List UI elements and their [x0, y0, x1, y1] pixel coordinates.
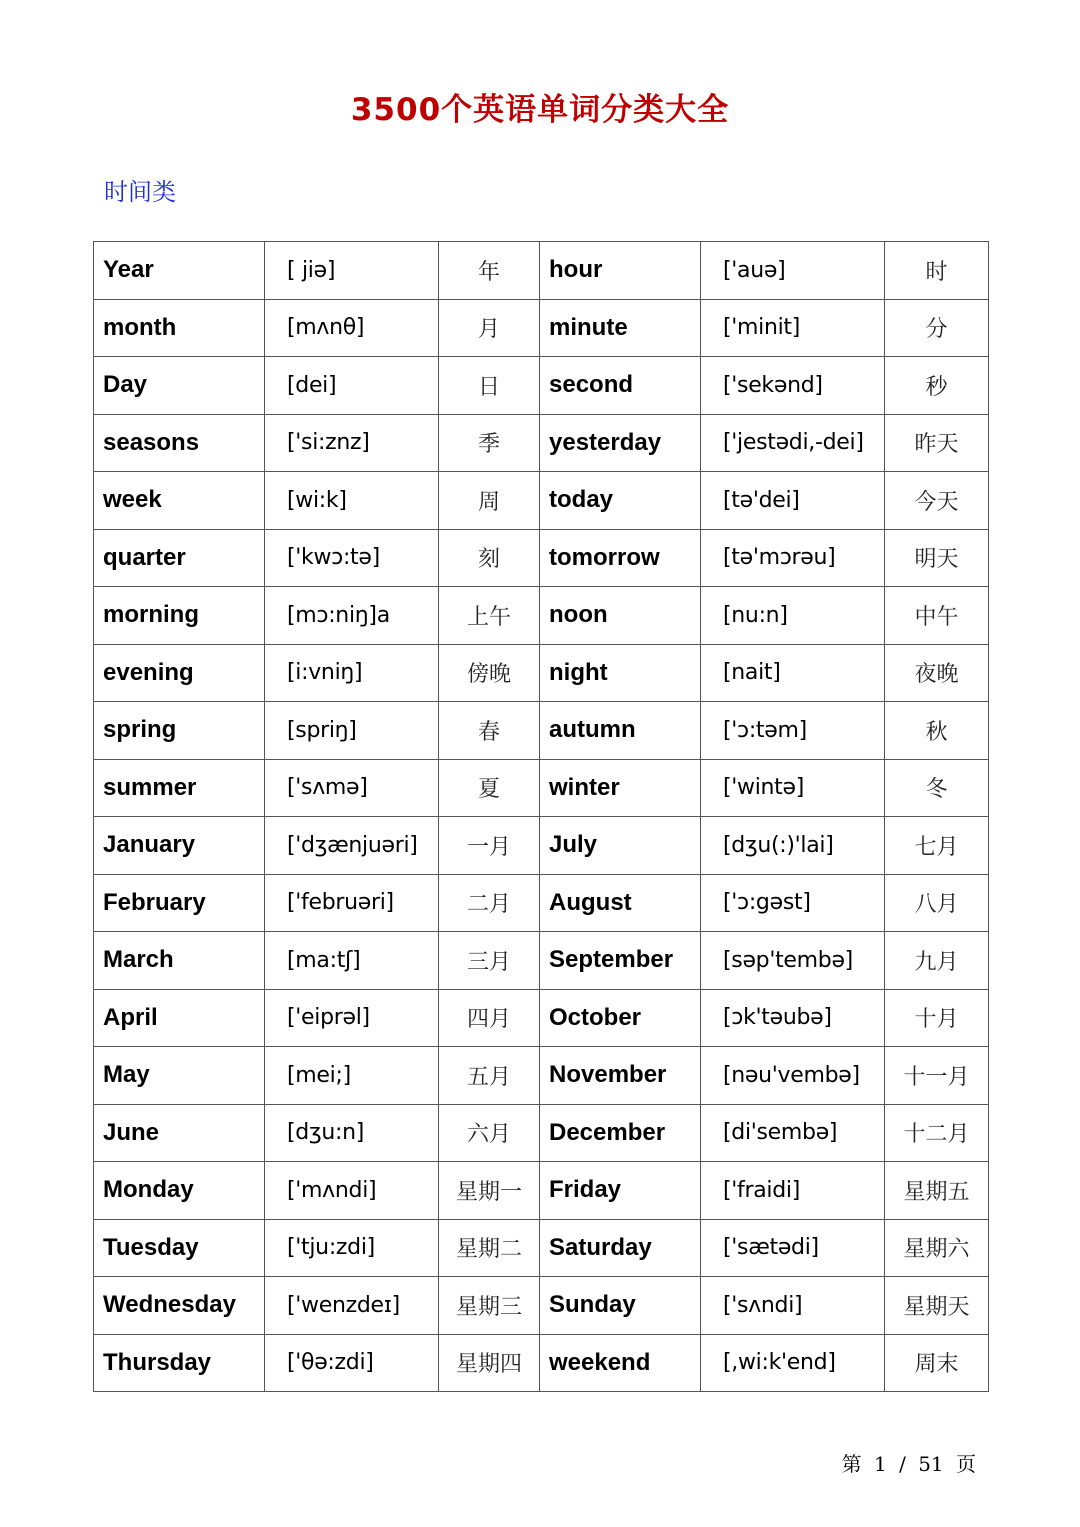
phonetic: [dei] [265, 357, 439, 415]
english-word: March [94, 932, 265, 990]
phonetic: ['eiprəl] [265, 989, 439, 1047]
english-word: Year [94, 242, 265, 300]
english-word: second [540, 357, 701, 415]
chinese-meaning: 十月 [885, 989, 989, 1047]
english-word: winter [540, 759, 701, 817]
english-word: Wednesday [94, 1277, 265, 1335]
phonetic: ['θə:zdi] [265, 1334, 439, 1392]
chinese-meaning: 刻 [439, 529, 540, 587]
table-row [94, 1219, 989, 1277]
english-word: quarter [94, 529, 265, 587]
phonetic: [spriŋ] [265, 702, 439, 760]
english-word: June [94, 1104, 265, 1162]
phonetic: ['dʒænjuəri] [265, 817, 439, 875]
table-row [94, 759, 989, 817]
chinese-meaning: 十二月 [885, 1104, 989, 1162]
english-word: Tuesday [94, 1219, 265, 1277]
phonetic: ['sætədi] [701, 1219, 885, 1277]
phonetic: [ma:tʃ] [265, 932, 439, 990]
table-row [94, 1334, 989, 1392]
chinese-meaning: 秋 [885, 702, 989, 760]
chinese-meaning: 分 [885, 299, 989, 357]
phonetic: [ɔk'təubə] [701, 989, 885, 1047]
english-word: morning [94, 587, 265, 645]
chinese-meaning: 四月 [439, 989, 540, 1047]
table-row [94, 242, 989, 300]
phonetic: ['sekənd] [701, 357, 885, 415]
english-word: December [540, 1104, 701, 1162]
chinese-meaning: 星期四 [439, 1334, 540, 1392]
chinese-meaning: 冬 [885, 759, 989, 817]
english-word: Saturday [540, 1219, 701, 1277]
phonetic: ['tju:zdi] [265, 1219, 439, 1277]
table-row [94, 874, 989, 932]
section-heading: 时间类 [104, 178, 176, 206]
table-row [94, 1104, 989, 1162]
table-row [94, 357, 989, 415]
english-word: summer [94, 759, 265, 817]
table-row [94, 932, 989, 990]
phonetic: ['wenzdeɪ] [265, 1277, 439, 1335]
chinese-meaning: 中午 [885, 587, 989, 645]
chinese-meaning: 周末 [885, 1334, 989, 1392]
table-row [94, 1047, 989, 1105]
chinese-meaning: 星期天 [885, 1277, 989, 1335]
chinese-meaning: 月 [439, 299, 540, 357]
phonetic: ['sʌndi] [701, 1277, 885, 1335]
phonetic: [i:vniŋ] [265, 644, 439, 702]
english-word: yesterday [540, 414, 701, 472]
english-word: October [540, 989, 701, 1047]
page-total: 51 [918, 1452, 944, 1476]
phonetic: [ jiə] [265, 242, 439, 300]
chinese-meaning: 傍晚 [439, 644, 540, 702]
english-word: Thursday [94, 1334, 265, 1392]
chinese-meaning: 夜晚 [885, 644, 989, 702]
phonetic: [səp'tembə] [701, 932, 885, 990]
english-word: spring [94, 702, 265, 760]
phonetic: ['fraidi] [701, 1162, 885, 1220]
chinese-meaning: 周 [439, 472, 540, 530]
english-word: February [94, 874, 265, 932]
vocabulary-table-body [94, 242, 989, 1392]
english-word: week [94, 472, 265, 530]
chinese-meaning: 星期五 [885, 1162, 989, 1220]
phonetic: ['ɔ:təm] [701, 702, 885, 760]
phonetic: [tə'mɔrəu] [701, 529, 885, 587]
phonetic: ['sʌmə] [265, 759, 439, 817]
english-word: July [540, 817, 701, 875]
english-word: noon [540, 587, 701, 645]
phonetic: [,wi:k'end] [701, 1334, 885, 1392]
chinese-meaning: 上午 [439, 587, 540, 645]
english-word: tomorrow [540, 529, 701, 587]
english-word: seasons [94, 414, 265, 472]
phonetic: [mʌnθ] [265, 299, 439, 357]
chinese-meaning: 九月 [885, 932, 989, 990]
phonetic: ['kwɔ:tə] [265, 529, 439, 587]
table-row [94, 702, 989, 760]
english-word: minute [540, 299, 701, 357]
table-row [94, 587, 989, 645]
english-word: Monday [94, 1162, 265, 1220]
phonetic: [di'sembə] [701, 1104, 885, 1162]
english-word: hour [540, 242, 701, 300]
phonetic: [wi:k] [265, 472, 439, 530]
english-word: Day [94, 357, 265, 415]
vocabulary-table [93, 241, 989, 1392]
chinese-meaning: 十一月 [885, 1047, 989, 1105]
chinese-meaning: 时 [885, 242, 989, 300]
phonetic: [dʒu:n] [265, 1104, 439, 1162]
table-row [94, 644, 989, 702]
phonetic: [nait] [701, 644, 885, 702]
phonetic: ['ɔ:gəst] [701, 874, 885, 932]
english-word: month [94, 299, 265, 357]
phonetic: ['februəri] [265, 874, 439, 932]
english-word: April [94, 989, 265, 1047]
page-title: 3500个英语单词分类大全 [350, 92, 730, 128]
english-word: May [94, 1047, 265, 1105]
page-separator: / [899, 1452, 906, 1476]
chinese-meaning: 七月 [885, 817, 989, 875]
chinese-meaning: 六月 [439, 1104, 540, 1162]
english-word: Sunday [540, 1277, 701, 1335]
english-word: autumn [540, 702, 701, 760]
phonetic: [dʒu(:)'lai] [701, 817, 885, 875]
english-word: September [540, 932, 701, 990]
page-label-suffix: 页 [956, 1452, 976, 1476]
english-word: today [540, 472, 701, 530]
english-word: night [540, 644, 701, 702]
table-row [94, 817, 989, 875]
chinese-meaning: 今天 [885, 472, 989, 530]
english-word: Friday [540, 1162, 701, 1220]
chinese-meaning: 星期三 [439, 1277, 540, 1335]
table-row [94, 299, 989, 357]
chinese-meaning: 星期一 [439, 1162, 540, 1220]
chinese-meaning: 星期二 [439, 1219, 540, 1277]
phonetic: ['auə] [701, 242, 885, 300]
chinese-meaning: 明天 [885, 529, 989, 587]
english-word: evening [94, 644, 265, 702]
table-row [94, 989, 989, 1047]
chinese-meaning: 二月 [439, 874, 540, 932]
chinese-meaning: 季 [439, 414, 540, 472]
chinese-meaning: 一月 [439, 817, 540, 875]
table-row [94, 1162, 989, 1220]
chinese-meaning: 五月 [439, 1047, 540, 1105]
phonetic: [tə'dei] [701, 472, 885, 530]
phonetic: [nu:n] [701, 587, 885, 645]
english-word: November [540, 1047, 701, 1105]
phonetic: [mɔ:niŋ]a [265, 587, 439, 645]
chinese-meaning: 星期六 [885, 1219, 989, 1277]
phonetic: [mei;] [265, 1047, 439, 1105]
chinese-meaning: 八月 [885, 874, 989, 932]
chinese-meaning: 昨天 [885, 414, 989, 472]
table-row [94, 414, 989, 472]
phonetic: ['si:znz] [265, 414, 439, 472]
page-current: 1 [873, 1452, 887, 1476]
phonetic: ['jestədi,-dei] [701, 414, 885, 472]
chinese-meaning: 秒 [885, 357, 989, 415]
table-row [94, 1277, 989, 1335]
english-word: January [94, 817, 265, 875]
chinese-meaning: 三月 [439, 932, 540, 990]
page-number [842, 1448, 976, 1477]
phonetic: ['minit] [701, 299, 885, 357]
chinese-meaning: 年 [439, 242, 540, 300]
phonetic: [nəu'vembə] [701, 1047, 885, 1105]
english-word: August [540, 874, 701, 932]
table-row [94, 529, 989, 587]
table-row [94, 472, 989, 530]
phonetic: ['wintə] [701, 759, 885, 817]
phonetic: ['mʌndi] [265, 1162, 439, 1220]
chinese-meaning: 日 [439, 357, 540, 415]
chinese-meaning: 春 [439, 702, 540, 760]
english-word: weekend [540, 1334, 701, 1392]
page-label-prefix: 第 [841, 1452, 862, 1476]
chinese-meaning: 夏 [439, 759, 540, 817]
